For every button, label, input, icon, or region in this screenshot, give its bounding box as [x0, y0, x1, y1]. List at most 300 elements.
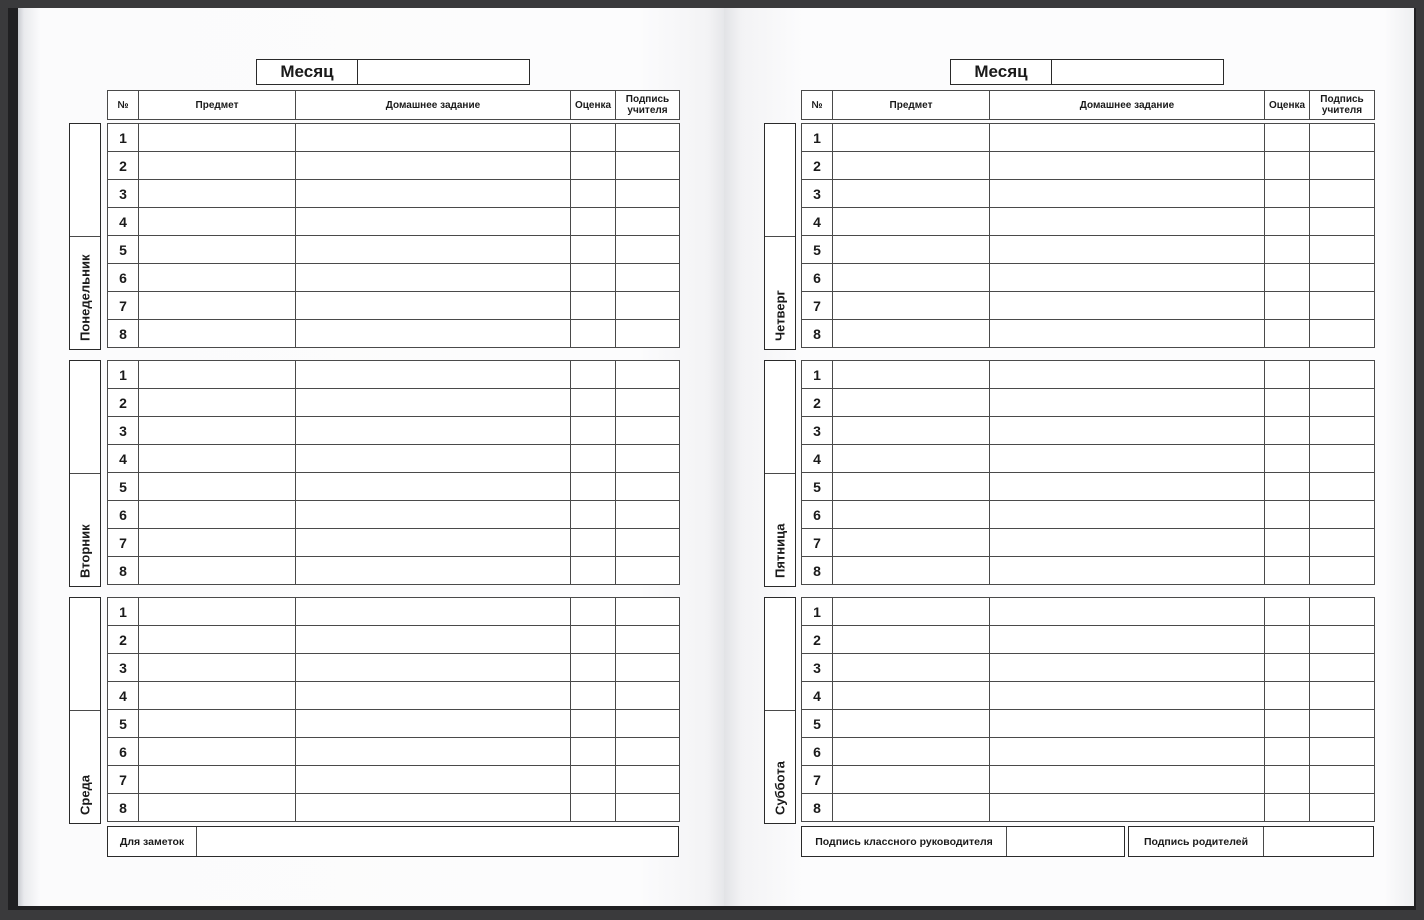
grade-cell: [1265, 794, 1310, 822]
grade-cell: [571, 236, 616, 264]
lesson-number: 8: [802, 320, 833, 348]
subject-cell: [139, 264, 296, 292]
teacher-signature-cell: [1310, 626, 1375, 654]
subject-cell: [139, 361, 296, 389]
grade-cell: [1265, 738, 1310, 766]
subject-cell: [139, 682, 296, 710]
lesson-number: 6: [802, 738, 833, 766]
lesson-number: 1: [108, 361, 139, 389]
lesson-number: 1: [108, 598, 139, 626]
homework-cell: [990, 417, 1265, 445]
subject-cell: [139, 710, 296, 738]
grade-cell: [571, 557, 616, 585]
lesson-row: [802, 124, 1375, 152]
col-homework-header: Домашнее задание: [296, 91, 571, 120]
day-label-thursday: Четверг: [772, 290, 788, 341]
homework-cell: [990, 654, 1265, 682]
lessons-table-friday: [801, 360, 1375, 585]
lesson-row: [108, 473, 680, 501]
day-label-monday: Понедельник: [77, 254, 93, 341]
col-signature-header: Подпись учителя: [616, 91, 680, 120]
subject-cell: [833, 682, 990, 710]
lesson-row: [802, 236, 1375, 264]
teacher-signature-cell: [616, 320, 680, 348]
teacher-signature-cell: [1310, 501, 1375, 529]
homework-cell: [990, 180, 1265, 208]
homework-cell: [296, 710, 571, 738]
homework-cell: [990, 598, 1265, 626]
subject-cell: [833, 473, 990, 501]
subject-cell: [833, 626, 990, 654]
parents-signature-box: [1128, 826, 1374, 857]
col-subject-header: Предмет: [833, 91, 990, 120]
homework-cell: [296, 738, 571, 766]
grade-cell: [571, 208, 616, 236]
subject-cell: [139, 236, 296, 264]
grade-cell: [571, 529, 616, 557]
grade-cell: [571, 473, 616, 501]
lesson-number: 6: [108, 738, 139, 766]
month-box-right: [950, 59, 1224, 85]
homework-cell: [296, 208, 571, 236]
subject-cell: [833, 445, 990, 473]
teacher-signature-cell: [1310, 682, 1375, 710]
grade-cell: [571, 598, 616, 626]
homework-cell: [990, 361, 1265, 389]
subject-cell: [139, 654, 296, 682]
subject-cell: [833, 766, 990, 794]
lesson-number: 3: [108, 654, 139, 682]
grade-cell: [571, 501, 616, 529]
homework-cell: [990, 473, 1265, 501]
homework-cell: [990, 445, 1265, 473]
lesson-number: 5: [802, 710, 833, 738]
grade-cell: [1265, 473, 1310, 501]
teacher-signature-cell: [616, 180, 680, 208]
col-signature-header: Подпись учителя: [1310, 91, 1375, 120]
teacher-signature-cell: [616, 682, 680, 710]
lesson-row: [108, 361, 680, 389]
lesson-number: 3: [802, 417, 833, 445]
teacher-signature-cell: [616, 417, 680, 445]
class-teacher-signature-box: [801, 826, 1125, 857]
homework-cell: [296, 124, 571, 152]
grade-cell: [1265, 501, 1310, 529]
day-label-wednesday: Среда: [77, 774, 93, 815]
lesson-number: 3: [108, 417, 139, 445]
lesson-number: 4: [802, 682, 833, 710]
lesson-row: [108, 529, 680, 557]
month-value-field: [358, 60, 529, 84]
grade-cell: [1265, 264, 1310, 292]
grade-cell: [1265, 320, 1310, 348]
lesson-row: [108, 626, 680, 654]
subject-cell: [833, 501, 990, 529]
lesson-number: 4: [108, 208, 139, 236]
homework-cell: [990, 389, 1265, 417]
homework-cell: [296, 236, 571, 264]
day-box-friday: [764, 360, 796, 587]
lesson-row: [802, 654, 1375, 682]
day-box-thursday: [764, 123, 796, 350]
homework-cell: [990, 794, 1265, 822]
month-value-field: [1052, 60, 1223, 84]
homework-cell: [990, 264, 1265, 292]
lesson-row: [802, 501, 1375, 529]
lesson-row: [802, 626, 1375, 654]
col-grade-header: Оценка: [1265, 91, 1310, 120]
lesson-row: [108, 598, 680, 626]
homework-cell: [296, 320, 571, 348]
teacher-signature-cell: [1310, 654, 1375, 682]
teacher-signature-cell: [616, 501, 680, 529]
teacher-signature-cell: [1310, 152, 1375, 180]
lesson-number: 8: [802, 557, 833, 585]
subject-cell: [833, 361, 990, 389]
teacher-signature-cell: [616, 738, 680, 766]
notes-field: [197, 827, 678, 856]
teacher-signature-cell: [616, 264, 680, 292]
subject-cell: [833, 417, 990, 445]
subject-cell: [833, 794, 990, 822]
lesson-row: [108, 794, 680, 822]
lesson-row: [108, 654, 680, 682]
homework-cell: [990, 236, 1265, 264]
col-homework-header: Домашнее задание: [990, 91, 1265, 120]
lesson-row: [802, 529, 1375, 557]
lesson-number: 8: [802, 794, 833, 822]
lesson-number: 2: [108, 152, 139, 180]
grade-cell: [1265, 417, 1310, 445]
grade-cell: [1265, 152, 1310, 180]
lesson-number: 5: [108, 236, 139, 264]
lesson-row: [108, 445, 680, 473]
day-box-wednesday: [69, 597, 101, 824]
grade-cell: [571, 180, 616, 208]
lesson-number: 5: [108, 710, 139, 738]
homework-cell: [990, 682, 1265, 710]
lessons-table-thursday: [801, 123, 1375, 348]
month-box-left: [256, 59, 530, 85]
subject-cell: [139, 152, 296, 180]
grade-cell: [1265, 529, 1310, 557]
subject-cell: [139, 473, 296, 501]
lesson-number: 8: [108, 320, 139, 348]
lesson-number: 7: [802, 292, 833, 320]
header-row-right: [801, 90, 1375, 120]
lesson-row: [802, 292, 1375, 320]
lesson-row: [108, 682, 680, 710]
homework-cell: [296, 389, 571, 417]
grade-cell: [1265, 445, 1310, 473]
lesson-row: [108, 417, 680, 445]
teacher-signature-cell: [616, 361, 680, 389]
lesson-number: 8: [108, 557, 139, 585]
subject-cell: [139, 794, 296, 822]
grade-cell: [1265, 710, 1310, 738]
subject-cell: [833, 152, 990, 180]
homework-cell: [296, 152, 571, 180]
lesson-row: [802, 738, 1375, 766]
lesson-row: [802, 180, 1375, 208]
lessons-table-saturday: [801, 597, 1375, 822]
subject-cell: [139, 389, 296, 417]
grade-cell: [1265, 682, 1310, 710]
subject-cell: [139, 557, 296, 585]
grade-cell: [571, 794, 616, 822]
lesson-row: [802, 389, 1375, 417]
grade-cell: [571, 292, 616, 320]
homework-cell: [296, 598, 571, 626]
grade-cell: [571, 654, 616, 682]
subject-cell: [139, 529, 296, 557]
lesson-number: 6: [802, 264, 833, 292]
day-label-tuesday: Вторник: [77, 524, 93, 578]
grade-cell: [1265, 124, 1310, 152]
month-label: Месяц: [257, 60, 358, 84]
homework-cell: [296, 501, 571, 529]
teacher-signature-cell: [616, 152, 680, 180]
teacher-signature-cell: [1310, 794, 1375, 822]
homework-cell: [296, 529, 571, 557]
lesson-row: [802, 557, 1375, 585]
subject-cell: [139, 124, 296, 152]
subject-cell: [139, 445, 296, 473]
teacher-signature-cell: [616, 236, 680, 264]
grade-cell: [1265, 180, 1310, 208]
lessons-table-monday: [107, 123, 680, 348]
teacher-signature-cell: [616, 529, 680, 557]
teacher-signature-cell: [1310, 598, 1375, 626]
lesson-number: 2: [802, 626, 833, 654]
lesson-number: 2: [802, 389, 833, 417]
lessons-table-tuesday: [107, 360, 680, 585]
grade-cell: [571, 264, 616, 292]
notes-box: [107, 826, 679, 857]
subject-cell: [139, 292, 296, 320]
teacher-signature-cell: [1310, 208, 1375, 236]
grade-cell: [1265, 654, 1310, 682]
teacher-signature-cell: [616, 208, 680, 236]
grade-cell: [1265, 361, 1310, 389]
lesson-row: [802, 766, 1375, 794]
lesson-number: 3: [802, 180, 833, 208]
lesson-row: [108, 710, 680, 738]
day-box-tuesday: [69, 360, 101, 587]
teacher-signature-cell: [616, 654, 680, 682]
grade-cell: [1265, 626, 1310, 654]
grade-cell: [1265, 766, 1310, 794]
teacher-signature-cell: [1310, 124, 1375, 152]
parents-signature-label: Подпись родителей: [1129, 827, 1264, 856]
grade-cell: [571, 710, 616, 738]
grade-cell: [571, 417, 616, 445]
homework-cell: [296, 417, 571, 445]
col-subject-header: Предмет: [139, 91, 296, 120]
homework-cell: [296, 794, 571, 822]
lesson-number: 5: [802, 236, 833, 264]
homework-cell: [296, 445, 571, 473]
lesson-number: 5: [802, 473, 833, 501]
homework-cell: [296, 654, 571, 682]
col-no-header: №: [802, 91, 833, 120]
subject-cell: [833, 529, 990, 557]
homework-cell: [990, 738, 1265, 766]
lesson-row: [802, 320, 1375, 348]
parents-signature-field: [1264, 827, 1373, 856]
lesson-row: [108, 320, 680, 348]
homework-cell: [296, 557, 571, 585]
col-grade-header: Оценка: [571, 91, 616, 120]
teacher-signature-cell: [616, 766, 680, 794]
subject-cell: [139, 320, 296, 348]
lesson-number: 8: [108, 794, 139, 822]
lesson-row: [802, 152, 1375, 180]
lesson-row: [108, 264, 680, 292]
lesson-number: 4: [108, 445, 139, 473]
lesson-number: 1: [802, 124, 833, 152]
lesson-row: [108, 152, 680, 180]
homework-cell: [990, 152, 1265, 180]
lesson-row: [802, 445, 1375, 473]
lesson-row: [802, 264, 1375, 292]
lesson-row: [108, 557, 680, 585]
lesson-row: [108, 738, 680, 766]
subject-cell: [139, 180, 296, 208]
subject-cell: [833, 598, 990, 626]
homework-cell: [296, 682, 571, 710]
teacher-signature-cell: [1310, 445, 1375, 473]
homework-cell: [990, 557, 1265, 585]
grade-cell: [1265, 292, 1310, 320]
subject-cell: [833, 236, 990, 264]
grade-cell: [571, 682, 616, 710]
teacher-signature-cell: [1310, 264, 1375, 292]
day-box-monday: [69, 123, 101, 350]
teacher-signature-cell: [1310, 180, 1375, 208]
day-label-friday: Пятница: [772, 523, 788, 578]
teacher-signature-cell: [616, 557, 680, 585]
teacher-signature-cell: [1310, 557, 1375, 585]
subject-cell: [833, 738, 990, 766]
subject-cell: [833, 710, 990, 738]
grade-cell: [1265, 208, 1310, 236]
lesson-row: [802, 598, 1375, 626]
grade-cell: [1265, 557, 1310, 585]
subject-cell: [139, 626, 296, 654]
lesson-number: 6: [108, 264, 139, 292]
homework-cell: [990, 766, 1265, 794]
teacher-signature-cell: [1310, 292, 1375, 320]
grade-cell: [571, 124, 616, 152]
teacher-signature-cell: [1310, 738, 1375, 766]
lesson-number: 1: [108, 124, 139, 152]
teacher-signature-cell: [616, 445, 680, 473]
lesson-row: [108, 501, 680, 529]
teacher-signature-cell: [1310, 417, 1375, 445]
teacher-signature-cell: [616, 598, 680, 626]
lesson-number: 2: [108, 389, 139, 417]
grade-cell: [571, 361, 616, 389]
homework-cell: [296, 361, 571, 389]
subject-cell: [139, 417, 296, 445]
subject-cell: [139, 208, 296, 236]
lesson-row: [108, 208, 680, 236]
lesson-row: [108, 124, 680, 152]
subject-cell: [139, 501, 296, 529]
col-no-header: №: [108, 91, 139, 120]
grade-cell: [1265, 598, 1310, 626]
subject-cell: [833, 654, 990, 682]
grade-cell: [571, 626, 616, 654]
lesson-row: [108, 180, 680, 208]
lesson-row: [108, 766, 680, 794]
lesson-number: 7: [108, 766, 139, 794]
teacher-signature-cell: [1310, 361, 1375, 389]
lesson-number: 2: [802, 152, 833, 180]
class-teacher-signature-label: Подпись классного руководителя: [802, 827, 1007, 856]
lesson-number: 4: [802, 445, 833, 473]
day-label-saturday: Суббота: [772, 761, 788, 815]
grade-cell: [1265, 389, 1310, 417]
homework-cell: [990, 124, 1265, 152]
homework-cell: [296, 292, 571, 320]
header-row-left: [107, 90, 680, 120]
lesson-number: 3: [108, 180, 139, 208]
homework-cell: [296, 473, 571, 501]
lesson-row: [108, 292, 680, 320]
subject-cell: [833, 320, 990, 348]
teacher-signature-cell: [616, 292, 680, 320]
lesson-row: [108, 236, 680, 264]
homework-cell: [296, 264, 571, 292]
homework-cell: [296, 766, 571, 794]
homework-cell: [990, 626, 1265, 654]
grade-cell: [571, 766, 616, 794]
lesson-row: [802, 361, 1375, 389]
lesson-row: [802, 417, 1375, 445]
lesson-row: [802, 473, 1375, 501]
homework-cell: [990, 501, 1265, 529]
lesson-number: 1: [802, 598, 833, 626]
grade-cell: [571, 320, 616, 348]
teacher-signature-cell: [616, 710, 680, 738]
teacher-signature-cell: [616, 626, 680, 654]
day-box-saturday: [764, 597, 796, 824]
lesson-row: [802, 682, 1375, 710]
teacher-signature-cell: [1310, 766, 1375, 794]
grade-cell: [571, 389, 616, 417]
teacher-signature-cell: [1310, 236, 1375, 264]
homework-cell: [296, 180, 571, 208]
lessons-table-wednesday: [107, 597, 680, 822]
teacher-signature-cell: [1310, 710, 1375, 738]
lesson-row: [802, 710, 1375, 738]
teacher-signature-cell: [616, 389, 680, 417]
grade-cell: [571, 738, 616, 766]
lesson-number: 4: [108, 682, 139, 710]
subject-cell: [833, 264, 990, 292]
subject-cell: [833, 292, 990, 320]
subject-cell: [139, 766, 296, 794]
subject-cell: [833, 208, 990, 236]
lesson-number: 7: [802, 529, 833, 557]
lesson-number: 6: [108, 501, 139, 529]
lesson-number: 7: [108, 529, 139, 557]
teacher-signature-cell: [1310, 473, 1375, 501]
teacher-signature-cell: [616, 473, 680, 501]
grade-cell: [571, 152, 616, 180]
